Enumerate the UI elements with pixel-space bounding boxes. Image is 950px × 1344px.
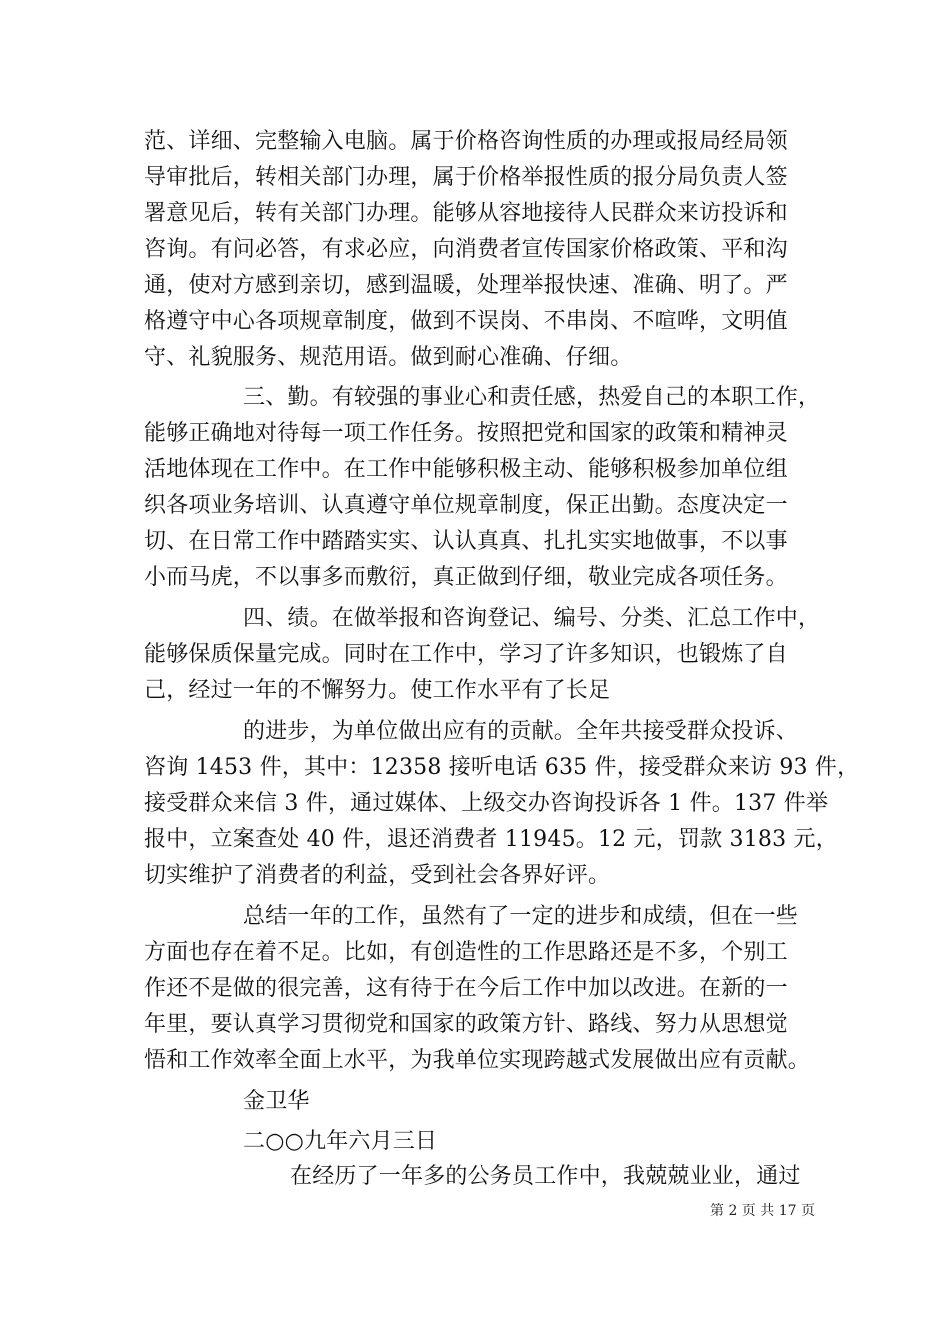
body-line: 咨询。有问必答，有求必应，向消费者宣传国家价格政策、平和沟 bbox=[144, 237, 788, 262]
body-line: 年里，要认真学习贯彻党和国家的政策方针、路线、努力从思想觉 bbox=[144, 1012, 788, 1037]
body-line: 格遵守中心各项规章制度，做到不误岗、不串岗、不喧哗，文明值 bbox=[144, 309, 788, 334]
page-number-footer: 第 2 页 共 17 页 bbox=[710, 1203, 815, 1219]
body-line: 切、在日常工作中踏踏实实、认认真真、扎扎实实地做事，不以事 bbox=[144, 529, 788, 554]
paragraph-start: 四、绩。在做举报和咨询登记、编号、分类、汇总工作中， bbox=[243, 606, 821, 631]
body-line: 织各项业务培训、认真遵守单位规章制度，保正出勤。态度决定一 bbox=[144, 493, 788, 518]
body-line: 守、礼貌服务、规范用语。做到耐心准确、仔细。 bbox=[144, 345, 633, 370]
body-line: 能够保质保量完成。同时在工作中，学习了许多知识，也锻炼了自 bbox=[144, 642, 788, 667]
body-line: 通，使对方感到亲切，感到温暖，处理举报快速、准确、明了。严 bbox=[144, 273, 788, 298]
paragraph-start: 总结一年的工作，虽然有了一定的进步和成绩，但在一些 bbox=[243, 904, 799, 929]
document-date: 二○○九年六月三日 bbox=[243, 1129, 438, 1154]
body-line: 方面也存在着不足。比如，有创造性的工作思路还是不多，个别工 bbox=[144, 940, 788, 965]
body-line: 作还不是做的很完善，这有待于在今后工作中加以改进。在新的一 bbox=[144, 976, 788, 1001]
body-line: 己，经过一年的不懈努力。使工作水平有了长足 bbox=[144, 678, 611, 703]
body-line: 范、详细、完整输入电脑。属于价格咨询性质的办理或报局经局领 bbox=[144, 129, 788, 154]
body-line: 小而马虎，不以事多而敷衍，真正做到仔细，敬业完成各项任务。 bbox=[144, 565, 788, 590]
author-name: 金卫华 bbox=[243, 1089, 310, 1114]
body-line: 能够正确地对待每一项工作任务。按照把党和国家的政策和精神灵 bbox=[144, 421, 788, 446]
body-line: 悟和工作效率全面上水平，为我单位实现跨越式发展做出应有贡献。 bbox=[144, 1048, 811, 1073]
body-line: 切实维护了消费者的利益，受到社会各界好评。 bbox=[144, 863, 611, 888]
paragraph-start: 在经历了一年多的公务员工作中，我兢兢业业，通过 bbox=[290, 1164, 801, 1189]
body-line: 的进步，为单位做出应有的贡献。全年共接受群众投诉、 bbox=[243, 719, 799, 744]
paragraph-start: 三、勤。有较强的事业心和责任感，热爱自己的本职工作， bbox=[243, 385, 821, 410]
body-line: 接受群众来信 3 件，通过媒体、上级交办咨询投诉各 1 件。137 件举 bbox=[144, 791, 829, 816]
body-line: 署意见后，转有关部门办理。能够从容地接待人民群众来访投诉和 bbox=[144, 201, 788, 226]
body-line: 活地体现在工作中。在工作中能够积极主动、能够积极参加单位组 bbox=[144, 457, 788, 482]
body-line: 导审批后，转相关部门办理，属于价格举报性质的报分局负责人签 bbox=[144, 165, 788, 190]
body-line: 咨询 1453 件，其中：12358 接听电话 635 件，接受群众来访 93 件， bbox=[144, 755, 860, 780]
body-line: 报中，立案查处 40 件，退还消费者 11945。12 元，罚款 3183 元， bbox=[144, 827, 838, 852]
